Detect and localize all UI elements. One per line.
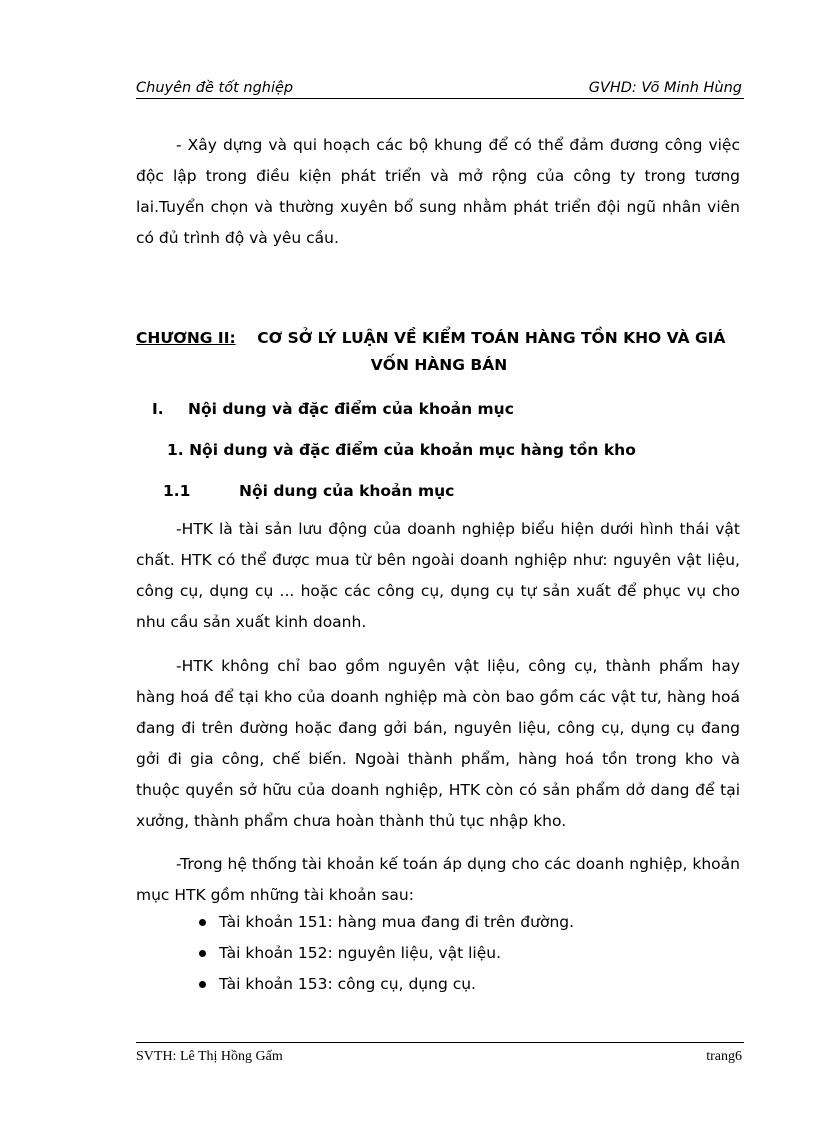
- chapter-label: CHƯƠNG II:: [136, 329, 236, 347]
- bullet-icon: [199, 950, 206, 957]
- subsection-heading-1: 1. Nội dung và đặc điểm của khoản mục hàng tồn kho: [167, 441, 636, 459]
- body-paragraph: -HTK là tài sản lưu động của doanh nghiệp biểu hiện dưới hình thái vật chất. HTK có thể được mua từ bên ngoài doanh nghiệp như: nguyên vật liệu, công cụ, dụng cụ ... hoặc các công cụ, dụng cụ tự sản xuất để phục vụ cho nhu cầu sản xuất kinh doanh.: [136, 520, 740, 631]
- header-advisor: GVHD: Võ Minh Hùng: [588, 80, 742, 96]
- list-item: [197, 938, 574, 969]
- section-number: I.: [152, 400, 164, 418]
- chapter-title-line2: VỐN HÀNG BÁN: [370, 356, 508, 374]
- account-list: [197, 907, 574, 1000]
- list-item: [197, 969, 574, 1000]
- body-paragraph: -Trong hệ thống tài khoản kế toán áp dụng cho các doanh nghiệp, khoản mục HTK gồm những tài khoản sau:: [136, 855, 740, 904]
- section-title: Nội dung và đặc điểm của khoản mục: [188, 400, 514, 418]
- list-item-text: Tài khoản 152: nguyên liệu, vật liệu.: [219, 944, 502, 962]
- bullet-icon: [199, 919, 206, 926]
- list-item: [197, 907, 574, 938]
- footer-page-number: trang6: [706, 1049, 742, 1064]
- list-item-text: Tài khoản 151: hàng mua đang đi trên đường.: [219, 913, 575, 931]
- section-heading-i: [152, 400, 514, 418]
- bullet-icon: [199, 981, 206, 988]
- list-item-text: Tài khoản 153: công cụ, dụng cụ.: [219, 975, 476, 993]
- page-header: [136, 80, 744, 99]
- subsection-title: Nội dung của khoản mục: [239, 482, 455, 500]
- header-document-type: Chuyên đề tốt nghiệp: [136, 80, 294, 96]
- chapter-title-line1: CƠ SỞ LÝ LUẬN VỀ KIỂM TOÁN HÀNG TỒN KHO VÀ GIÁ: [257, 329, 726, 347]
- subsection-number: 1.1: [163, 482, 191, 500]
- intro-paragraph: - Xây dựng và qui hoạch các bộ khung để có thể đảm đương công việc độc lập trong điều kiện phát triển và mở rộng của công ty trong tương lai.Tuyển chọn và thường xuyên bổ sung nhằm phát triển đội ngũ nhân viên có đủ trình độ và yêu cầu.: [136, 136, 740, 247]
- body-paragraph: -HTK không chỉ bao gồm nguyên vật liệu, công cụ, thành phẩm hay hàng hoá để tại kho của doanh nghiệp mà còn bao gồm các vật tư, hàng hoá đang đi trên đường hoặc đang gởi bán, nguyên liệu, công cụ, dụng cụ đang gởi đi gia công, chế biến. Ngoài thành phẩm, hàng hoá tồn trong kho và thuộc quyền sở hữu của doanh nghiệp, HTK còn có sản phẩm dở dang để tại xưởng, thành phẩm chưa hoàn thành thủ tục nhập kho.: [136, 657, 740, 830]
- subsection-heading-1-1: [163, 482, 454, 500]
- chapter-heading: [136, 322, 742, 355]
- footer-student: SVTH: Lê Thị Hồng Gấm: [136, 1049, 283, 1064]
- page-footer: [136, 1042, 744, 1064]
